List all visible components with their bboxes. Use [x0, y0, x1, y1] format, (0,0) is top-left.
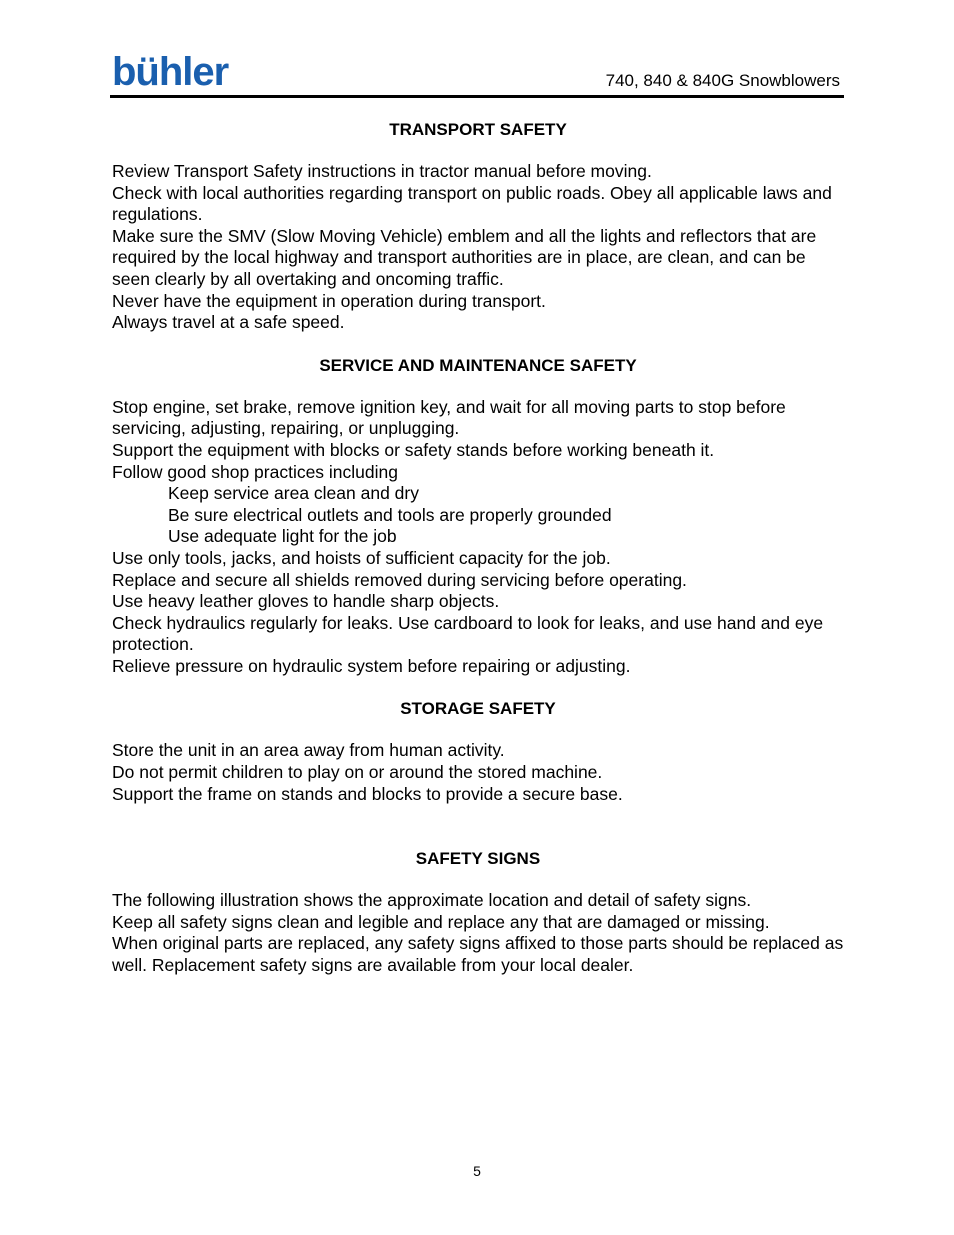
section-transport-safety [112, 118, 844, 334]
paragraph: Make sure the SMV (Slow Moving Vehicle) emblem and all the lights and reflectors that are required by the local highway and transport authorities are in place, are clean, and can be seen clearly by all overtaking and oncoming traffic. [112, 225, 817, 289]
section-storage-safety [112, 697, 844, 805]
document-title: 740, 840 & 840G Snowblowers [605, 71, 840, 90]
paragraph-block [112, 397, 844, 678]
paragraph: The following illustration shows the approximate location and detail of safety signs. [112, 890, 752, 911]
sub-list-item: Use adequate light for the job [168, 526, 397, 547]
paragraph: When original parts are replaced, any safety signs affixed to those parts should be replaced as well. Replacement safety signs are available from your local dealer. [112, 933, 844, 976]
paragraph: Relieve pressure on hydraulic system before repairing or adjusting. [112, 655, 631, 676]
page-number: 5 [473, 1163, 481, 1179]
section-heading: TRANSPORT SAFETY [389, 120, 567, 139]
paragraph: Follow good shop practices including [112, 461, 398, 482]
sub-list-item: Keep service area clean and dry [168, 483, 419, 504]
paragraph: Check with local authorities regarding transport on public roads. Obey all applicable laws and regulations. [112, 182, 832, 225]
section-heading: SAFETY SIGNS [415, 849, 541, 869]
paragraph: Never have the equipment in operation during transport. [112, 290, 546, 311]
paragraph-block [112, 890, 844, 976]
sub-list-item: Be sure electrical outlets and tools are properly grounded [168, 504, 612, 525]
section-heading: STORAGE SAFETY [400, 699, 556, 719]
paragraph: Support the frame on stands and blocks to provide a secure base. [112, 783, 623, 804]
paragraph-block [112, 161, 844, 334]
paragraph: Support the equipment with blocks or safety stands before working beneath it. [112, 439, 715, 460]
buhler-logo: bühler [112, 50, 229, 94]
paragraph: Check hydraulics regularly for leaks. Use cardboard to look for leaks, and use hand and eye protection. [112, 612, 824, 655]
paragraph: Review Transport Safety instructions in tractor manual before moving. [112, 161, 652, 181]
page-content [112, 118, 844, 977]
paragraph-block [112, 740, 844, 805]
section-safety-signs [112, 847, 844, 976]
paragraph: Store the unit in an area away from human activity. [112, 740, 505, 761]
paragraph: Stop engine, set brake, remove ignition key, and wait for all moving parts to stop before servicing, adjusting, repairing, or unplugging. [112, 396, 786, 439]
paragraph: Use only tools, jacks, and hoists of sufficient capacity for the job. [112, 547, 611, 568]
paragraph: Use heavy leather gloves to handle sharp objects. [112, 591, 500, 612]
section-service-maintenance-safety [112, 354, 844, 678]
paragraph: Replace and secure all shields removed during servicing before operating. [112, 569, 687, 590]
paragraph: Do not permit children to play on or around the stored machine. [112, 762, 603, 783]
paragraph: Always travel at a safe speed. [112, 312, 345, 333]
paragraph: Keep all safety signs clean and legible and replace any that are damaged or missing. [112, 911, 770, 932]
header-divider [110, 95, 844, 98]
section-heading: SERVICE AND MAINTENANCE SAFETY [319, 355, 637, 375]
